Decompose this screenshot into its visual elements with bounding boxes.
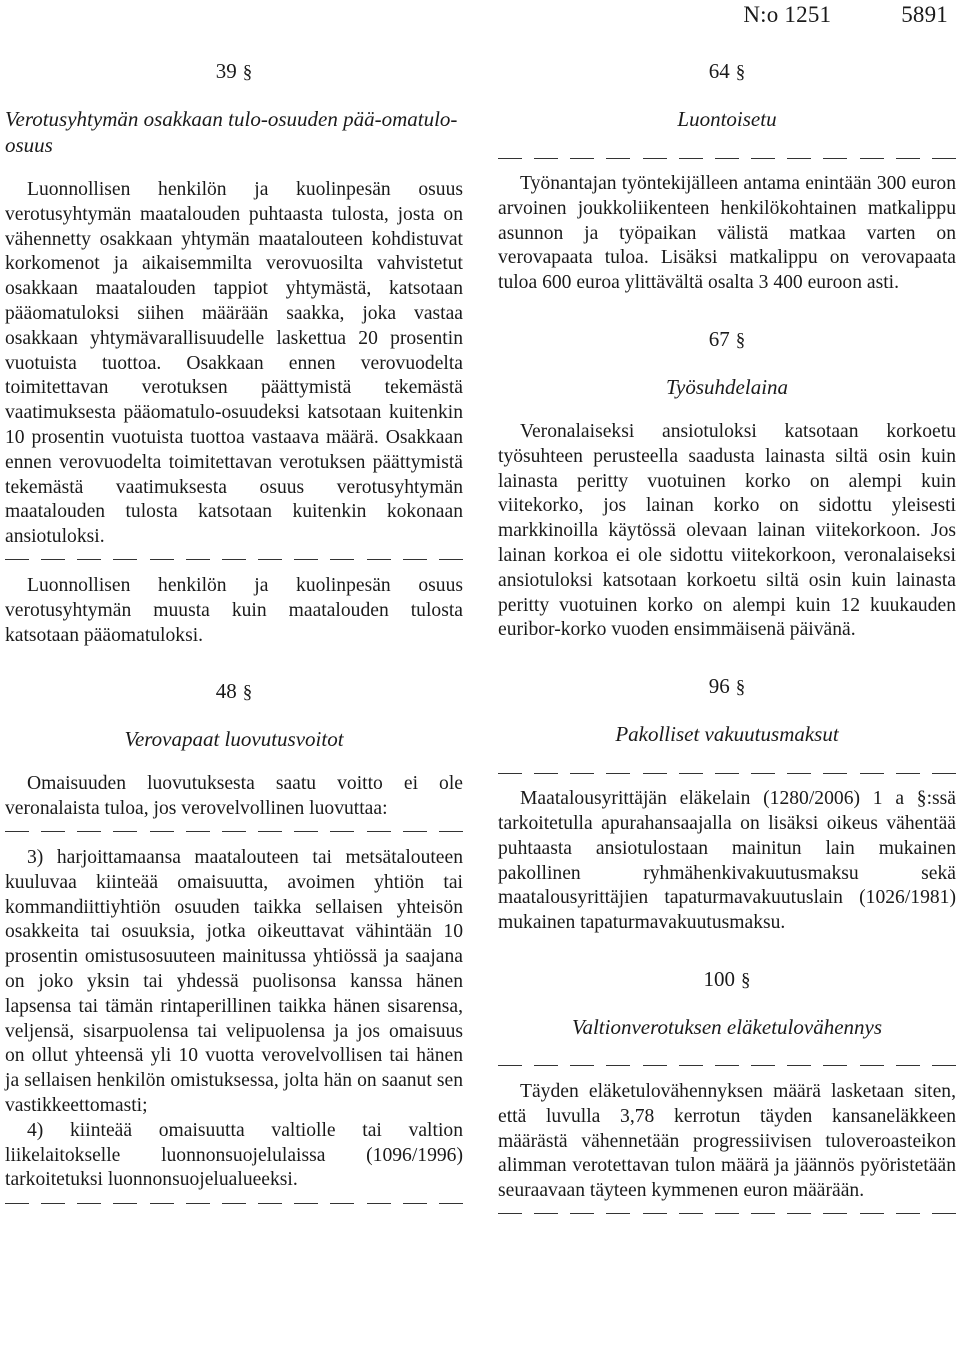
section-48-paragraph-2: 3) harjoittamaansa maatalouteen tai metsätalouteen kuuluvaa kiinteää omaisuutta, avoimen yhtiön tai kommandiittiyhtiön osuuden taikka sellaisen yhteisön osakkeita tai osuuksia, jotka oikeuttavat vähintään 10 prosentin omistusosuuteen mainitussa yhtiössä ja saajana on joko yksin tai yhdessä puolisonsa kanssa hänen lapsensa tai tämän rintaperillinen taikka hänen sisarensa, veljensä, sisarpuolensa tai velipuolensa ja jos omaisuus on ollut yhteensä yli 10 vuotta verovelvollisen tai hänen ja sellaisen henkilön omistuksessa, jolta hän on saanut sen vastikkeettomasti; [5,846,463,1116]
section-sign-icon: § [242,682,253,704]
omission-dashes [498,1208,956,1220]
right-column [498,58,956,1228]
section-number-39 [5,58,463,84]
omission-dashes [498,152,956,164]
section-39-paragraph-1: Luonnollisen henkilön ja kuolinpesän osuus verotusyhtymän maatalouden puhtaasta tulosta, josta on vähennetty osakkaan yhtymän maatalouteen kohdistuvat korkomenot ja aikaisemmilta verovuosilta vahvistetut osakkaan maatalouden tappiot yhtymästä, katsotaan pääomatuloksi siihen määrään saakka, joka vastaa osakkaan yhtymävarallisuudelle laskettua 20 prosentin vuotuista tuottoa. Osakkaan ennen verovuodelta toimitettavan verotuksen päättymistä tekemästä vaatimuksesta pääomatulo-osuudeksi katsotaan kuitenkin 10 prosentin vuotuista tuottoa vastaava määrä. Osakkaan ennen verovuodelta toimitettavan verotuksen päättymistä tekemästä vaatimuksesta osuus verotusyhtymän maatalouden tulosta katsotaan kuitenkin kokonaan ansiotuloksi. [5,179,463,548]
section-sign-icon: § [741,969,751,991]
section-number-48 [5,678,463,704]
section-title-64: Luontoisetu [677,107,777,131]
page-header [743,2,948,28]
omission-dashes [498,767,956,779]
section-number-96 [498,673,956,699]
omission-dashes [498,1060,956,1072]
section-title-48: Verovapaat luovutusvoitot [124,727,344,752]
section-number-value: 100 [703,966,735,991]
section-title-67: Työsuhdelaina [665,374,789,399]
section-number-value: 96 [708,674,730,699]
section-number-value: 48 [215,679,237,704]
page-number: 5891 [901,2,948,27]
section-64-paragraph-1: Työnantajan työntekijälleen antama enintään 300 euron arvoinen joukkoliikenteen henkilökohtainen matkalippu asunnon ja työpaikan välistä matkaa varten on verovapaata tuloa. Lisäksi matkalippu on verovapaata tuloa 600 euroa ylittävältä osalta 3 400 euroon asti. [498,173,956,294]
section-number-value: 67 [708,326,730,351]
omission-dashes [5,1197,463,1209]
section-100-paragraph-1: Täyden eläketulovähennyksen määrä lasketaan siten, että luvulla 3,78 kerrotun täyden kansaneläkkeen määrästä vähennetään progressiivisen tuloveroasteikon alimman verotettavan tulon määrä ja jäännös pyöristetään seuraavaan täyteen kymmenen euron määrään. [498,1080,956,1202]
section-48-paragraph-3: 4) kiinteää omaisuutta valtiolle tai valtion liikelaitokselle luonnonsuojelulaissa (1096/1996) tarkoitetuksi luonnonsuojelualueeksi. [5,1119,463,1191]
section-number-value: 39 [215,59,237,83]
section-number-100 [498,966,956,992]
section-title-96: Pakolliset vakuutusmaksut [615,722,839,747]
section-sign-icon: § [735,62,746,83]
left-column [5,58,463,1217]
issue-number: N:o 1251 [743,2,832,27]
section-39-paragraph-2: Luonnollisen henkilön ja kuolinpesän osuus verotusyhtymän muusta kuin maatalouden tulosta katsotaan pääomatuloksi. [5,574,463,646]
section-title-100: Valtionverotuksen eläketulovähennys [571,1014,883,1039]
section-title-39: Verotusyhtymän osakkaan tulo-osuuden pää-omatulo-osuus [5,107,458,157]
section-sign-icon: § [242,62,253,83]
section-67-paragraph-1: Veronalaiseksi ansiotuloksi katsotaan korkoetu työsuhteen perusteella saadusta lainasta siltä osin kuin lainasta peritty vuotuinen korko on alempi kuin viitekorko, jos lainan korko on sidottu yleisesti markkinoilla käytössä olevaan lainan viitekorkoon. Jos lainan korkoa ei ole sidottu viitekorkoon, veronalaiseksi ansiotuloksi katsotaan korkoetu siltä osin kuin lainasta peritty vuotuinen korko on alempi kuin 12 kuukauden euribor-korko vuoden ensimmäisenä päivänä. [498,420,956,641]
section-number-67 [498,326,956,352]
section-96-paragraph-1: Maatalousyrittäjän eläkelain (1280/2006) 1 a §:ssä tarkoitetulla apurahansaajalla on lisäksi oikeus vähentää puhtaasta ansiotulostaan mainitun lain mukainen pakollinen ryhmähenkivakuutusmaksu sekä maatalousyrittäjien tapaturmavakuutuslain (1026/1981) mukainen tapaturmavakuutusmaksu. [498,788,956,934]
omission-dashes [5,554,463,566]
section-sign-icon: § [735,329,746,351]
section-48-paragraph-1: Omaisuuden luovutuksesta saatu voitto ei ole veronalaista tuloa, jos verovelvollinen luovuttaa: [5,773,463,820]
section-number-value: 64 [708,59,730,83]
section-number-64 [498,58,956,84]
omission-dashes [5,826,463,838]
section-sign-icon: § [735,677,746,699]
